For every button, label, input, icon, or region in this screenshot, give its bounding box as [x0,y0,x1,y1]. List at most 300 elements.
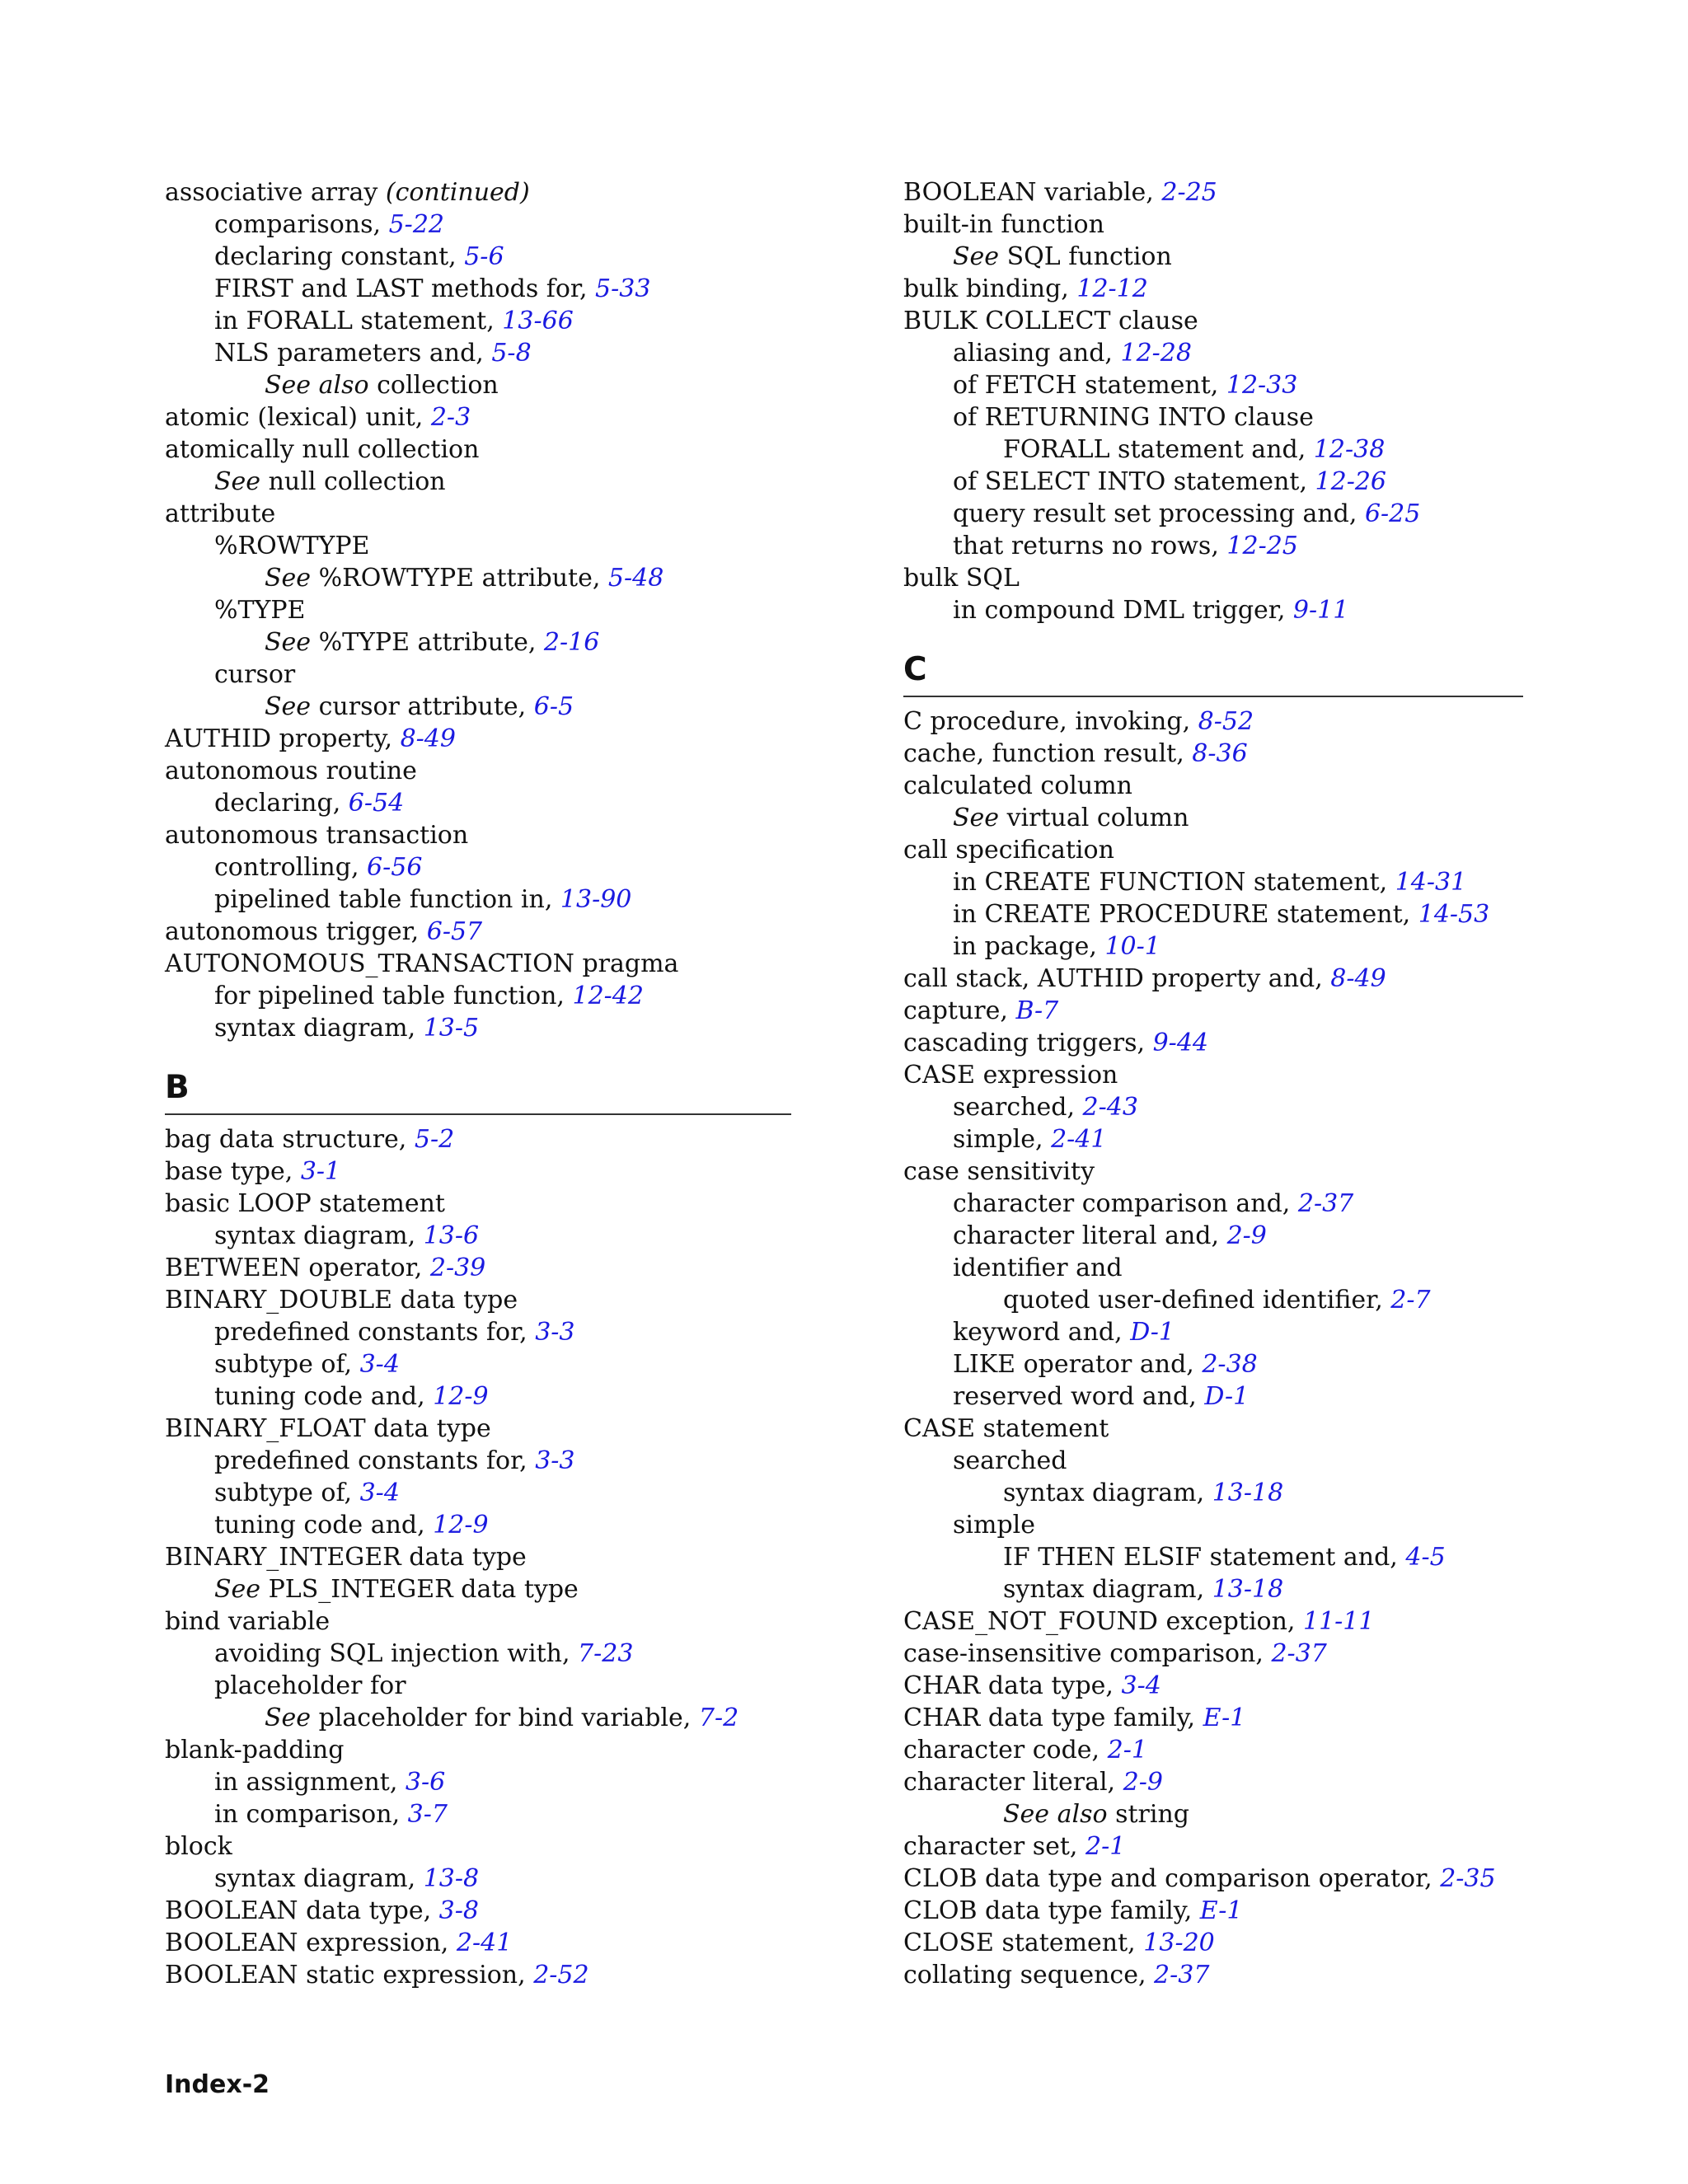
index-entry [165,1155,791,1188]
index-term: identifier and [953,1254,1123,1282]
index-entry [903,930,1523,963]
index-term: tuning code and, [214,1382,434,1411]
page-reference-link[interactable]: 7-23 [578,1639,634,1668]
index-term: searched [953,1446,1067,1475]
index-entry [165,1670,791,1702]
index-entry [165,626,791,658]
index-term: BETWEEN operator, [165,1254,430,1282]
index-term: searched, [953,1093,1083,1122]
page-reference-link[interactable]: E-1 [1203,1704,1246,1732]
page-reference-link[interactable]: 6-54 [348,789,405,818]
index-term: bag data structure, [165,1125,415,1154]
index-entry [165,1895,791,1927]
index-term: CASE_NOT_FOUND exception, [903,1607,1303,1636]
index-term: PLS_INTEGER data type [268,1575,579,1604]
index-entry [903,1188,1523,1220]
page-reference-link[interactable]: 10-1 [1104,932,1160,961]
index-entry [903,176,1523,209]
page-reference-link[interactable]: B-7 [1015,996,1059,1025]
index-term: in CREATE PROCEDURE statement, [953,900,1418,929]
index-entry [903,273,1523,305]
index-entry [165,1927,791,1959]
index-entry [903,1445,1523,1477]
page-reference-link[interactable]: 2-25 [1161,178,1217,207]
page-reference-link[interactable]: 12-9 [433,1382,489,1411]
index-term: case sensitivity [903,1157,1095,1186]
index-term: syntax diagram, [1003,1575,1212,1604]
index-term: character literal and, [953,1221,1227,1250]
index-term: cursor [214,660,296,689]
index-entry [165,498,791,530]
index-term: for pipelined table function, [214,982,573,1010]
index-entry [165,1220,791,1252]
index-term: character literal, [903,1768,1123,1797]
page-reference-link[interactable]: 12-28 [1120,339,1192,368]
index-entry [903,963,1523,995]
index-term: CASE expression [903,1061,1118,1090]
index-entry [165,1573,791,1605]
index-term: comparisons, [214,210,389,239]
page-reference-link[interactable]: 12-9 [433,1511,489,1540]
index-term: CLOB data type family, [903,1896,1200,1925]
continued-note: (continued) [385,178,530,207]
index-term: autonomous transaction [165,821,469,850]
index-term: autonomous trigger, [165,917,427,946]
page-reference-link[interactable]: 3-6 [405,1768,446,1797]
index-term: bind variable [165,1607,331,1636]
index-entry [165,691,791,723]
index-term: base type, [165,1157,301,1186]
index-entry [165,1766,791,1798]
index-entry [903,1766,1523,1798]
index-entry [903,434,1523,466]
index-entry [903,594,1523,626]
index-term: capture, [903,996,1016,1025]
index-term: subtype of, [214,1479,360,1507]
index-term: syntax diagram, [214,1014,424,1043]
index-term: tuning code and, [214,1511,434,1540]
index-term: block [165,1832,232,1861]
page-reference-link[interactable]: 9-44 [1152,1029,1208,1057]
index-entry [903,1638,1523,1670]
index-term: case-insensitive comparison, [903,1639,1272,1668]
index-entry [165,819,791,851]
index-entry [903,995,1523,1027]
index-column-left [165,176,791,1991]
index-entry [165,916,791,948]
index-entry [903,1830,1523,1863]
index-entry [165,1638,791,1670]
index-term: predefined constants for, [214,1318,536,1347]
page-reference-link[interactable]: 2-37 [1297,1189,1354,1218]
page-reference-link[interactable]: 8-49 [400,724,456,753]
index-term: of FETCH statement, [953,371,1226,400]
index-term: IF THEN ELSIF statement and, [1003,1543,1406,1572]
page-reference-link[interactable]: 3-1 [300,1157,341,1186]
index-entry [165,658,791,691]
index-term: in compound DML trigger, [953,596,1293,625]
page-reference-link[interactable]: 2-43 [1082,1093,1138,1122]
page-reference-link[interactable]: 2-9 [1123,1768,1163,1797]
index-column-right [903,176,1523,1991]
index-term: %ROWTYPE attribute, [318,564,608,593]
see-reference-label: See also [1003,1800,1108,1829]
index-term: aliasing and, [953,339,1121,368]
index-entry [903,498,1523,530]
index-term: call stack, AUTHID property and, [903,964,1331,993]
index-term: character code, [903,1736,1108,1765]
page-reference-link[interactable]: 2-7 [1390,1286,1431,1315]
index-term: AUTONOMOUS_TRANSACTION pragma [165,949,679,978]
section-letter-heading: C [903,651,1523,697]
page-reference-link[interactable]: D-1 [1204,1382,1250,1411]
index-entry [903,1702,1523,1734]
index-term: attribute [165,499,276,528]
page-reference-link[interactable]: 3-4 [359,1350,400,1379]
index-entry [903,1284,1523,1316]
index-entry [903,1895,1523,1927]
page-reference-link[interactable]: 12-26 [1315,467,1386,496]
index-entry [165,755,791,787]
page-reference-link[interactable]: E-1 [1199,1896,1243,1925]
index-term: of SELECT INTO statement, [953,467,1315,496]
page-reference-link[interactable]: 3-4 [359,1479,400,1507]
index-term: reserved word and, [953,1382,1205,1411]
index-entry [903,209,1523,241]
index-term: in package, [953,932,1105,961]
index-term: quoted user-defined identifier, [1003,1286,1391,1315]
page-reference-link[interactable]: 6-5 [533,692,574,721]
page-reference-link[interactable]: 12-25 [1226,532,1298,560]
index-entry [165,1284,791,1316]
index-entry [165,176,791,209]
index-entry [903,898,1523,930]
index-entry [903,1605,1523,1638]
page-reference-link[interactable]: 5-8 [491,339,532,368]
index-term: in comparison, [214,1800,408,1829]
index-term: collating sequence, [903,1961,1155,1990]
page-reference-link[interactable]: 12-12 [1076,274,1148,303]
index-entry [165,401,791,434]
index-entry [165,1863,791,1895]
page-reference-link[interactable]: 2-52 [533,1961,589,1990]
index-entry [165,1348,791,1380]
page-reference-link[interactable]: 14-31 [1395,868,1467,897]
index-term: controlling, [214,853,368,882]
index-entry [165,594,791,626]
index-entry [165,530,791,562]
index-entry [165,434,791,466]
index-entry [903,401,1523,434]
index-entry [903,241,1523,273]
index-entry [903,770,1523,802]
page-reference-link[interactable]: 6-25 [1364,499,1421,528]
page-reference-link[interactable]: 13-66 [502,307,574,335]
index-entry [903,305,1523,337]
index-entry [903,705,1523,738]
index-term: simple [953,1511,1035,1540]
index-term: CHAR data type, [903,1671,1122,1700]
index-entry [903,802,1523,834]
index-term: cascading triggers, [903,1029,1153,1057]
index-entry [903,1670,1523,1702]
index-term: declaring, [214,789,349,818]
index-entry [165,1734,791,1766]
index-entry [165,1830,791,1863]
page-reference-link[interactable]: 9-11 [1292,596,1349,625]
index-entry [165,1188,791,1220]
index-entry [165,273,791,305]
page-reference-link[interactable]: 13-5 [423,1014,480,1043]
page-reference-link[interactable]: 7-2 [698,1704,739,1732]
index-entry [165,980,791,1012]
index-term: atomically null collection [165,435,480,464]
page-reference-link[interactable]: 2-39 [429,1254,486,1282]
page-reference-link[interactable]: 12-33 [1226,371,1298,400]
index-entry [903,530,1523,562]
index-term: declaring constant, [214,242,465,271]
page-reference-link[interactable]: 2-3 [430,403,471,432]
page-reference-link[interactable]: 2-16 [543,628,600,657]
index-term: built-in function [903,210,1104,239]
index-entry [165,1252,791,1284]
page-reference-link[interactable]: 14-53 [1418,900,1490,929]
index-term: query result set processing and, [953,499,1365,528]
index-term: call specification [903,836,1114,865]
index-term: %TYPE [214,596,306,625]
index-term: character set, [903,1832,1086,1861]
index-entry [165,305,791,337]
index-term: C procedure, invoking, [903,707,1198,736]
page-reference-link[interactable]: 3-7 [407,1800,448,1829]
page-reference-link[interactable]: 2-1 [1107,1736,1147,1765]
index-entry [903,1959,1523,1991]
page-reference-link[interactable]: 2-1 [1085,1832,1126,1861]
section-letter-heading: B [165,1069,791,1115]
page-reference-link[interactable]: 2-37 [1271,1639,1327,1668]
page-reference-link[interactable]: 2-9 [1226,1221,1267,1250]
see-reference-label: See [265,692,312,721]
index-term: syntax diagram, [1003,1479,1212,1507]
index-term: BOOLEAN variable, [903,178,1162,207]
index-entry [903,1123,1523,1155]
index-entry [165,1477,791,1509]
index-entry [903,1220,1523,1252]
index-entry [903,562,1523,594]
page-reference-link[interactable]: 4-5 [1405,1543,1446,1572]
index-entry [165,1123,791,1155]
index-term: FIRST and LAST methods for, [214,274,596,303]
page-reference-link[interactable]: 5-22 [388,210,444,239]
index-entry [903,1509,1523,1541]
index-term: placeholder for [214,1671,406,1700]
page-reference-link[interactable]: 12-42 [572,982,644,1010]
index-entry [903,1316,1523,1348]
page-reference-link[interactable]: 13-18 [1212,1575,1284,1604]
index-term: NLS parameters and, [214,339,492,368]
index-entry [165,1959,791,1991]
index-entry [165,369,791,401]
index-term: FORALL statement and, [1003,435,1314,464]
see-reference-label: See also [265,371,369,400]
index-term: BINARY_DOUBLE data type [165,1286,518,1315]
index-term: cursor attribute, [318,692,534,721]
index-entry [165,883,791,916]
index-entry [165,1316,791,1348]
see-reference-label: See [265,628,312,657]
index-term: syntax diagram, [214,1864,424,1893]
page-reference-link[interactable]: 12-38 [1313,435,1386,464]
index-entry [903,1863,1523,1895]
index-entry [903,1927,1523,1959]
page-reference-link[interactable]: 6-57 [426,917,483,946]
page-reference-link[interactable]: 13-20 [1143,1929,1215,1957]
index-term: bulk SQL [903,564,1020,593]
index-term: string [1115,1800,1190,1829]
index-entry [903,466,1523,498]
index-entry [903,1348,1523,1380]
index-entry [165,337,791,369]
index-term: autonomous routine [165,757,417,785]
index-term: in CREATE FUNCTION statement, [953,868,1395,897]
index-term: keyword and, [953,1318,1131,1347]
page-reference-link[interactable]: 13-8 [423,1864,480,1893]
index-entry [903,1059,1523,1091]
see-reference-label: See [953,242,1000,271]
page-reference-link[interactable]: 2-37 [1154,1961,1210,1990]
page-reference-link[interactable]: 6-56 [367,853,423,882]
page-reference-link[interactable]: 2-35 [1440,1864,1496,1893]
index-entry [165,209,791,241]
index-term: in FORALL statement, [214,307,503,335]
index-term: avoiding SQL injection with, [214,1639,579,1668]
index-term: BOOLEAN static expression, [165,1961,534,1990]
index-term: basic LOOP statement [165,1189,445,1218]
page-reference-link[interactable]: 13-18 [1212,1479,1284,1507]
index-entry [165,1012,791,1044]
index-term: blank-padding [165,1736,345,1765]
index-term: CHAR data type family, [903,1704,1203,1732]
index-entry [165,1541,791,1573]
index-entry [903,1155,1523,1188]
index-term: atomic (lexical) unit, [165,403,431,432]
index-entry [165,1702,791,1734]
index-term: null collection [268,467,446,496]
index-term: simple, [953,1125,1052,1154]
index-entry [903,337,1523,369]
index-term: bulk binding, [903,274,1077,303]
index-term: BOOLEAN expression, [165,1929,457,1957]
index-term: BOOLEAN data type, [165,1896,439,1925]
index-entry [903,369,1523,401]
page-reference-link[interactable]: 5-48 [607,564,664,593]
index-term: of RETURNING INTO clause [953,403,1314,432]
index-term: CLOB data type and comparison operator, [903,1864,1441,1893]
index-entry [903,1091,1523,1123]
index-entry [165,1413,791,1445]
index-term: subtype of, [214,1350,360,1379]
see-reference-label: See [953,804,1000,832]
index-term: BINARY_INTEGER data type [165,1543,527,1572]
page-reference-link[interactable]: 2-41 [456,1929,513,1957]
index-entry [165,1509,791,1541]
index-entry [903,834,1523,866]
page-reference-link[interactable]: 5-33 [595,274,651,303]
page-reference-link[interactable]: 3-8 [438,1896,479,1925]
see-reference-label: See [214,467,261,496]
index-term: placeholder for bind variable, [318,1704,699,1732]
page-reference-link[interactable]: D-1 [1130,1318,1175,1347]
index-entry [903,1734,1523,1766]
index-entry [165,948,791,980]
page-reference-link[interactable]: 3-4 [1121,1671,1161,1700]
index-entry [903,1541,1523,1573]
index-entry [903,738,1523,770]
index-term: %TYPE attribute, [318,628,544,657]
page-reference-link[interactable]: 8-49 [1330,964,1386,993]
index-entry [903,1798,1523,1830]
page-reference-link[interactable]: 3-3 [535,1446,575,1475]
page-reference-link[interactable]: 13-6 [423,1221,480,1250]
see-reference-label: See [214,1575,261,1604]
index-entry [165,1445,791,1477]
page-reference-link[interactable]: 5-6 [464,242,504,271]
index-entry [165,1380,791,1413]
index-entry [903,1477,1523,1509]
index-entry [165,562,791,594]
index-term: CASE statement [903,1414,1109,1443]
index-term: pipelined table function in, [214,885,560,914]
page-footer-label: Index-2 [165,2070,270,2099]
index-term: syntax diagram, [214,1221,424,1250]
index-entry [903,866,1523,898]
index-entry [165,1798,791,1830]
index-term: %ROWTYPE [214,532,370,560]
index-entry [165,1605,791,1638]
index-term: AUTHID property, [165,724,401,753]
index-term: calculated column [903,771,1132,800]
index-term: cache, function result, [903,739,1193,768]
index-term: character comparison and, [953,1189,1298,1218]
index-term: that returns no rows, [953,532,1227,560]
index-term: CLOSE statement, [903,1929,1144,1957]
index-entry [903,1573,1523,1605]
index-term: associative array [165,178,378,207]
page-reference-link[interactable]: 11-11 [1303,1607,1375,1636]
index-entry [165,851,791,883]
index-entry [903,1380,1523,1413]
page-reference-link[interactable]: 3-3 [535,1318,575,1347]
index-term: BINARY_FLOAT data type [165,1414,491,1443]
page-reference-link[interactable]: 2-41 [1051,1125,1107,1154]
index-term: BULK COLLECT clause [903,307,1198,335]
page-reference-link[interactable]: 2-38 [1202,1350,1258,1379]
page-reference-link[interactable]: 13-90 [560,885,632,914]
see-reference-label: See [265,564,312,593]
index-entry [165,787,791,819]
page-reference-link[interactable]: 8-52 [1198,707,1254,736]
index-term: LIKE operator and, [953,1350,1203,1379]
index-entry [165,241,791,273]
see-reference-label: See [265,1704,312,1732]
index-term: in assignment, [214,1768,406,1797]
index-term: predefined constants for, [214,1446,536,1475]
index-term: virtual column [1006,804,1189,832]
index-entry [903,1413,1523,1445]
index-entry [903,1252,1523,1284]
page-reference-link[interactable]: 5-2 [414,1125,455,1154]
page-reference-link[interactable]: 8-36 [1192,739,1248,768]
